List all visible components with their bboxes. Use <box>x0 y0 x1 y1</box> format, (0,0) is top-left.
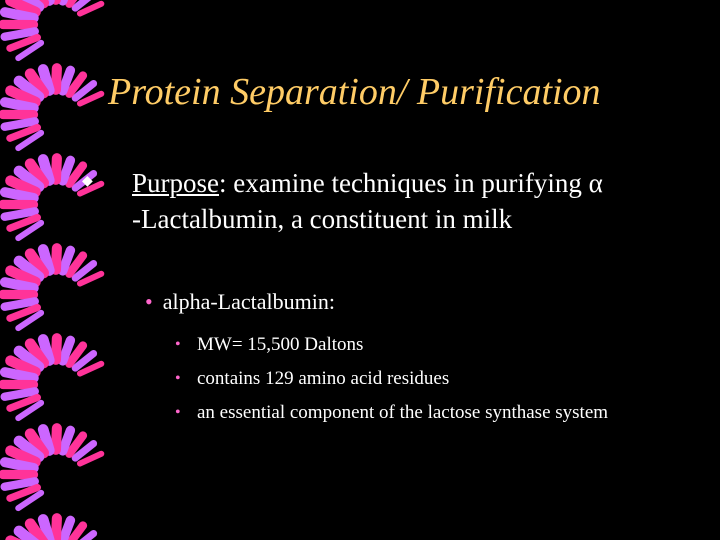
detail-bullet-mw <box>175 333 695 357</box>
detail-text: MW= 15,500 Daltons <box>197 334 364 355</box>
detail-bullet-marker: • <box>175 370 181 387</box>
spiral-segment <box>5 301 35 306</box>
spiral-segment <box>5 372 34 378</box>
spiral-segment <box>5 102 34 108</box>
spiral-segment <box>5 211 35 216</box>
decorative-spiral-border <box>0 0 110 540</box>
purpose-text-line2: -Lactalbumin, a constituent in milk <box>132 204 513 234</box>
bullet-alpha-lactalbumin <box>145 289 335 315</box>
spiral-segment <box>5 12 34 18</box>
detail-bullet-marker: • <box>175 336 181 353</box>
purpose-text: : examine techniques in purifying α <box>219 168 603 198</box>
spiral-segment <box>5 282 34 288</box>
spiral-segment <box>56 158 57 180</box>
detail-bullet-marker: • <box>175 404 181 421</box>
spiral-segment <box>5 121 35 126</box>
spiral-segment <box>56 248 57 270</box>
bullet-purpose <box>82 165 682 237</box>
spiral-segment <box>56 338 57 360</box>
sub-bullet-marker: • <box>145 289 153 314</box>
spiral-segment <box>56 518 57 540</box>
detail-text: an essential component of the lactose synthase system <box>197 402 609 423</box>
spiral-segment <box>5 31 35 36</box>
sub-bullet-text: alpha-Lactalbumin: <box>162 289 335 314</box>
detail-bullet-component <box>175 401 695 425</box>
detail-text: contains 129 amino acid residues <box>197 368 450 389</box>
spiral-segment <box>5 391 35 396</box>
purpose-label: Purpose <box>132 168 219 198</box>
detail-bullet-residues <box>175 367 695 391</box>
spiral-segment <box>5 192 34 198</box>
bullet-marker: ◆ <box>82 174 93 189</box>
spiral-segment <box>5 481 35 486</box>
spiral-segment <box>56 428 57 450</box>
slide-title: Protein Separation/ Purification <box>108 71 601 113</box>
spiral-segment <box>5 462 34 468</box>
spiral-segment <box>56 68 57 90</box>
